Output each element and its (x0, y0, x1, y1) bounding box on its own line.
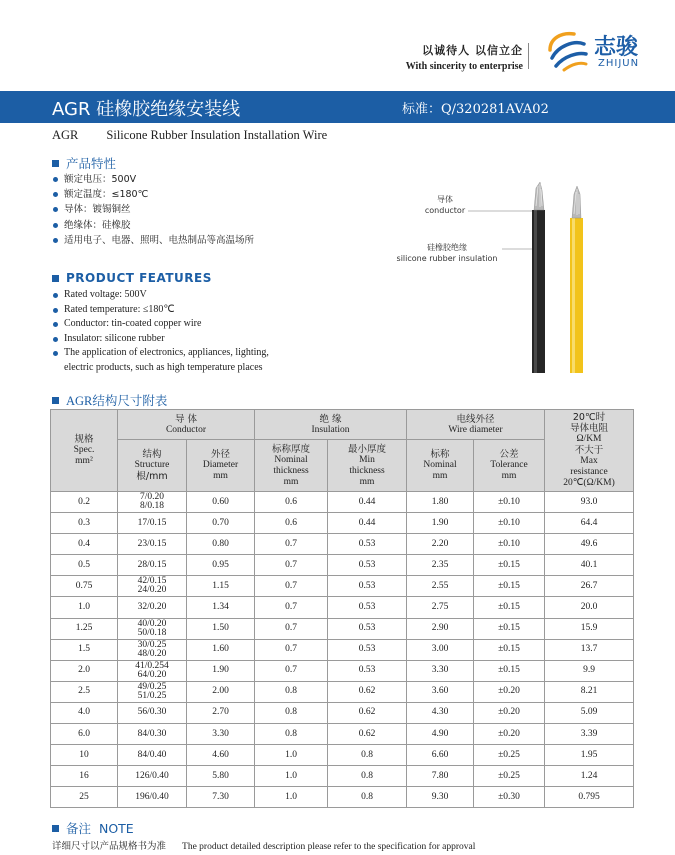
col-insulation (255, 410, 407, 440)
conductor-label-en: conductor (424, 206, 466, 215)
list-item: 导体：镀锡铜丝 (52, 202, 254, 217)
cell-nom: 0.7 (255, 597, 328, 618)
table-row (51, 787, 634, 808)
structure-value: 28/0.15 (137, 559, 167, 570)
col-wire-diameter-cn: 电线外径 (456, 413, 495, 425)
cell-structure (118, 702, 187, 723)
structure-value: 64/0.20 (137, 669, 167, 680)
col-nom-cn: 标称厚度 (272, 443, 311, 455)
table-row (51, 492, 634, 513)
cell-spec: 25 (51, 787, 118, 808)
cell-tol: ±0.10 (474, 513, 545, 534)
cell-res: 26.7 (545, 576, 634, 597)
structure-value: 23/0.15 (137, 538, 167, 549)
col-nom-en1: Nominal (274, 454, 308, 465)
table-row (51, 724, 634, 745)
cell-spec: 0.4 (51, 534, 118, 555)
note-text-cn: 详细尺寸以产品规格书为准 (52, 841, 167, 852)
note-heading-cn: 备注 (66, 821, 92, 836)
cell-structure (118, 534, 187, 555)
cell-wd: 3.00 (407, 639, 474, 660)
slogan-cn: 以诚待人 以信立企 (422, 44, 523, 57)
list-item: Rated voltage: 500V (52, 288, 269, 303)
cell-spec: 1.25 (51, 618, 118, 639)
col-conductor (118, 410, 255, 440)
cell-tol: ±0.10 (474, 492, 545, 513)
cell-nom: 0.7 (255, 660, 328, 681)
cell-min: 0.8 (328, 745, 407, 766)
table-row (51, 702, 634, 723)
cell-res: 9.9 (545, 660, 634, 681)
cell-spec: 1.0 (51, 597, 118, 618)
cell-spec: 0.2 (51, 492, 118, 513)
table-row (51, 745, 634, 766)
cell-res: 1.95 (545, 745, 634, 766)
cell-od: 1.60 (187, 639, 255, 660)
col-min-en2: thickness (349, 465, 385, 476)
cell-tol: ±0.20 (474, 702, 545, 723)
cell-res: 8.21 (545, 681, 634, 702)
table-row (51, 766, 634, 787)
cell-od: 0.60 (187, 492, 255, 513)
cell-structure (118, 618, 187, 639)
cell-spec: 1.5 (51, 639, 118, 660)
structure-value: 126/0.40 (135, 770, 169, 781)
cell-tol: ±0.30 (474, 787, 545, 808)
cell-wd: 1.90 (407, 513, 474, 534)
col-tol-cn: 公差 (499, 449, 519, 460)
cell-res: 3.39 (545, 724, 634, 745)
cell-wd: 9.30 (407, 787, 474, 808)
col-wire-nominal (407, 440, 474, 492)
col-min-unit: mm (359, 476, 375, 487)
col-min-en1: Min (359, 454, 375, 465)
structure-value: 196/0.40 (135, 791, 169, 802)
structure-value: 42/0.15 (137, 576, 167, 587)
cell-structure (118, 576, 187, 597)
table-row (51, 576, 634, 597)
slogan-en: With sincerity to enterprise (405, 61, 523, 72)
cell-wd: 3.30 (407, 660, 474, 681)
cell-spec: 2.0 (51, 660, 118, 681)
col-conductor-en: Conductor (165, 424, 207, 435)
conductor-label-cn: 导体 (437, 195, 453, 204)
features-en-heading (52, 271, 212, 285)
cell-tol: ±0.15 (474, 576, 545, 597)
cell-tol: ±0.20 (474, 724, 545, 745)
col-insulation-cn: 绝 缘 (319, 413, 342, 425)
cell-min: 0.53 (328, 639, 407, 660)
col-resistance-cn1: 20℃时 (572, 412, 606, 423)
list-item: 额定电压：500V (52, 172, 254, 187)
col-nominal-thickness (255, 440, 328, 492)
col-od (187, 440, 255, 492)
list-item: Conductor: tin-coated copper wire (52, 317, 269, 332)
cell-min: 0.53 (328, 660, 407, 681)
cell-nom: 0.7 (255, 576, 328, 597)
cell-min: 0.53 (328, 597, 407, 618)
structure-value: 40/0.20 (137, 618, 167, 629)
col-wnom-en: Nominal (423, 460, 457, 470)
col-od-en: Diameter (202, 460, 239, 470)
cell-min: 0.44 (328, 492, 407, 513)
structure-value: 50/0.18 (137, 627, 167, 638)
col-spec-cn: 规格 (74, 434, 94, 445)
spec-table (50, 409, 634, 808)
table-row (51, 618, 634, 639)
cell-spec: 0.3 (51, 513, 118, 534)
cell-tol: ±0.25 (474, 766, 545, 787)
cell-res: 93.0 (545, 492, 634, 513)
cell-od: 1.34 (187, 597, 255, 618)
note-text (52, 838, 475, 852)
cell-structure (118, 724, 187, 745)
cell-spec: 10 (51, 745, 118, 766)
cell-min: 0.62 (328, 681, 407, 702)
cell-od: 1.90 (187, 660, 255, 681)
list-item: Insulator: silicone rubber (52, 332, 269, 347)
square-bullet-icon (52, 825, 59, 832)
table-row (51, 660, 634, 681)
cell-tol: ±0.15 (474, 555, 545, 576)
cell-nom: 1.0 (255, 745, 328, 766)
cell-od: 0.80 (187, 534, 255, 555)
cell-nom: 0.6 (255, 513, 328, 534)
note-heading (52, 819, 134, 837)
structure-value: 32/0.20 (137, 602, 167, 613)
cell-res: 0.795 (545, 787, 634, 808)
col-wire-diameter (407, 410, 545, 440)
col-resistance (545, 410, 634, 492)
table-heading-text: AGR结构尺寸附表 (66, 394, 168, 408)
table-row (51, 597, 634, 618)
col-spec (51, 410, 118, 492)
cell-od: 0.70 (187, 513, 255, 534)
divider (528, 43, 529, 69)
cell-nom: 0.6 (255, 492, 328, 513)
cell-wd: 3.60 (407, 681, 474, 702)
cell-res: 1.24 (545, 766, 634, 787)
subtitle-name: Silicone Rubber Insulation Installation Wire (106, 128, 328, 142)
list-item: electric products, such as high temperature places (64, 361, 263, 373)
cell-tol: ±0.25 (474, 745, 545, 766)
cell-structure (118, 660, 187, 681)
cell-structure (118, 492, 187, 513)
cell-wd: 4.90 (407, 724, 474, 745)
square-bullet-icon (52, 397, 59, 404)
features-cn-heading-text: 产品特性 (66, 156, 117, 171)
cell-od: 7.30 (187, 787, 255, 808)
structure-value: 51/0.25 (137, 690, 167, 701)
cell-res: 64.4 (545, 513, 634, 534)
cell-od: 1.50 (187, 618, 255, 639)
structure-value: 30/0.25 (137, 639, 167, 650)
list-item: 绝缘体：硅橡胶 (52, 218, 254, 233)
cell-nom: 0.8 (255, 702, 328, 723)
cell-res: 13.7 (545, 639, 634, 660)
col-resistance-en2: resistance (570, 467, 608, 477)
cell-min: 0.53 (328, 618, 407, 639)
structure-value: 7/0.20 (139, 492, 164, 503)
cell-spec: 16 (51, 766, 118, 787)
cell-spec: 0.75 (51, 576, 118, 597)
cell-tol: ±0.15 (474, 639, 545, 660)
cell-min: 0.53 (328, 576, 407, 597)
cell-spec: 6.0 (51, 724, 118, 745)
cell-od: 2.70 (187, 702, 255, 723)
spec-table-body (51, 492, 634, 808)
logo-text-en: ZHIJUN (598, 58, 640, 69)
col-resistance-cn2: 导体电阻 (570, 423, 609, 434)
slogan (406, 42, 523, 72)
cell-nom: 1.0 (255, 787, 328, 808)
cell-nom: 0.8 (255, 681, 328, 702)
col-tol-unit: mm (501, 471, 517, 481)
subtitle-code: AGR (52, 128, 79, 142)
cell-nom: 0.8 (255, 724, 328, 745)
table-row (51, 681, 634, 702)
col-spec-en: Spec. (73, 445, 95, 455)
list-item: The application of electronics, appliances, lighting, (52, 346, 269, 361)
cell-structure (118, 555, 187, 576)
col-resistance-unit: Ω/KM (576, 434, 602, 444)
cell-tol: ±0.15 (474, 660, 545, 681)
col-min-cn: 最小厚度 (348, 443, 387, 455)
cell-min: 0.44 (328, 513, 407, 534)
table-row (51, 513, 634, 534)
cell-wd: 1.80 (407, 492, 474, 513)
col-insulation-en: Insulation (311, 424, 350, 435)
cell-spec: 4.0 (51, 702, 118, 723)
cell-min: 0.62 (328, 702, 407, 723)
cell-nom: 0.7 (255, 618, 328, 639)
cell-wd: 2.90 (407, 618, 474, 639)
table-row (51, 555, 634, 576)
features-en-heading-text: PRODUCT FEATURES (66, 271, 212, 285)
cell-wd: 2.55 (407, 576, 474, 597)
cell-nom: 1.0 (255, 766, 328, 787)
col-od-cn: 外径 (211, 449, 231, 460)
cell-spec: 0.5 (51, 555, 118, 576)
wire-illustration (460, 180, 600, 375)
cell-min: 0.53 (328, 555, 407, 576)
logo-text-cn: 志骏 (594, 35, 639, 60)
insulation-label-cn: 硅橡胶绝缘 (427, 243, 467, 252)
col-wnom-unit: mm (432, 471, 448, 481)
page-title: AGR 硅橡胶绝缘安装线 (52, 99, 241, 120)
cell-wd: 4.30 (407, 702, 474, 723)
col-resistance-cn4: 不大于 (574, 445, 604, 456)
cell-wd: 6.60 (407, 745, 474, 766)
cell-tol: ±0.15 (474, 618, 545, 639)
cell-nom: 0.7 (255, 534, 328, 555)
col-structure-cn: 结构 (142, 449, 162, 460)
structure-value: 48/0.20 (137, 648, 167, 659)
cell-nom: 0.7 (255, 639, 328, 660)
col-od-unit: mm (213, 471, 228, 481)
col-tol-en: Tolerance (490, 460, 528, 470)
features-en-list (52, 288, 269, 376)
cell-structure (118, 787, 187, 808)
structure-value: 84/0.40 (137, 749, 167, 760)
cell-od: 2.00 (187, 681, 255, 702)
cell-od: 0.95 (187, 555, 255, 576)
cell-min: 0.53 (328, 534, 407, 555)
features-cn-list (52, 172, 254, 248)
list-item: 适用电子、电器、照明、电热制品等高温场所 (52, 233, 254, 248)
col-nom-unit: mm (283, 476, 299, 487)
cell-od: 5.80 (187, 766, 255, 787)
col-conductor-cn: 导 体 (174, 413, 198, 425)
table-row (51, 534, 634, 555)
table-row (51, 639, 634, 660)
cell-structure (118, 681, 187, 702)
cell-od: 4.60 (187, 745, 255, 766)
structure-value: 49/0.25 (137, 681, 167, 692)
cell-res: 40.1 (545, 555, 634, 576)
list-item: Rated temperature: ≤180℃ (52, 303, 269, 318)
cell-res: 15.9 (545, 618, 634, 639)
cell-wd: 2.20 (407, 534, 474, 555)
cell-structure (118, 639, 187, 660)
cell-spec: 2.5 (51, 681, 118, 702)
structure-value: 84/0.30 (137, 728, 167, 739)
cell-min: 0.62 (328, 724, 407, 745)
cell-tol: ±0.15 (474, 597, 545, 618)
cell-wd: 7.80 (407, 766, 474, 787)
cell-structure (118, 513, 187, 534)
square-bullet-icon (52, 160, 59, 167)
cell-res: 5.09 (545, 702, 634, 723)
standard-code: 标准：Q/320281AVA02 (402, 102, 549, 117)
cell-min: 0.8 (328, 766, 407, 787)
cell-min: 0.8 (328, 787, 407, 808)
cell-od: 3.30 (187, 724, 255, 745)
col-structure-en: Structure (134, 460, 170, 470)
cell-od: 1.15 (187, 576, 255, 597)
cell-tol: ±0.10 (474, 534, 545, 555)
col-wire-diameter-en: Wire diameter (448, 424, 503, 435)
subtitle (52, 128, 355, 143)
cell-structure (118, 745, 187, 766)
structure-value: 56/0.30 (137, 707, 167, 718)
square-bullet-icon (52, 275, 59, 282)
col-wnom-cn: 标称 (430, 449, 450, 460)
structure-value: 17/0.15 (137, 517, 167, 528)
col-nom-en2: thickness (273, 465, 309, 476)
cell-tol: ±0.20 (474, 681, 545, 702)
cell-wd: 2.75 (407, 597, 474, 618)
list-item: 额定温度：≤180℃ (52, 187, 254, 202)
col-resistance-en3: 20℃(Ω/KM) (563, 478, 615, 488)
col-tolerance (474, 440, 545, 492)
insulation-label-en: silicone rubber insulation (396, 254, 498, 263)
col-resistance-en1: Max (580, 456, 598, 466)
features-cn-heading (52, 154, 116, 172)
table-heading (52, 391, 167, 409)
cell-structure (118, 597, 187, 618)
cell-structure (118, 766, 187, 787)
note-text-en: The product detailed description please refer to the specification for approval (182, 842, 476, 852)
cell-nom: 0.7 (255, 555, 328, 576)
cell-res: 49.6 (545, 534, 634, 555)
cell-res: 20.0 (545, 597, 634, 618)
logo-icon (544, 28, 592, 72)
structure-value: 8/0.18 (139, 501, 164, 512)
cell-wd: 2.35 (407, 555, 474, 576)
col-structure-unit: 根/mm (136, 471, 168, 482)
structure-value: 24/0.20 (137, 585, 167, 596)
note-heading-en: NOTE (98, 820, 134, 836)
col-min-thickness (328, 440, 407, 492)
col-spec-unit: mm² (75, 456, 93, 466)
structure-value: 41/0.254 (135, 660, 169, 671)
col-structure (118, 440, 187, 492)
